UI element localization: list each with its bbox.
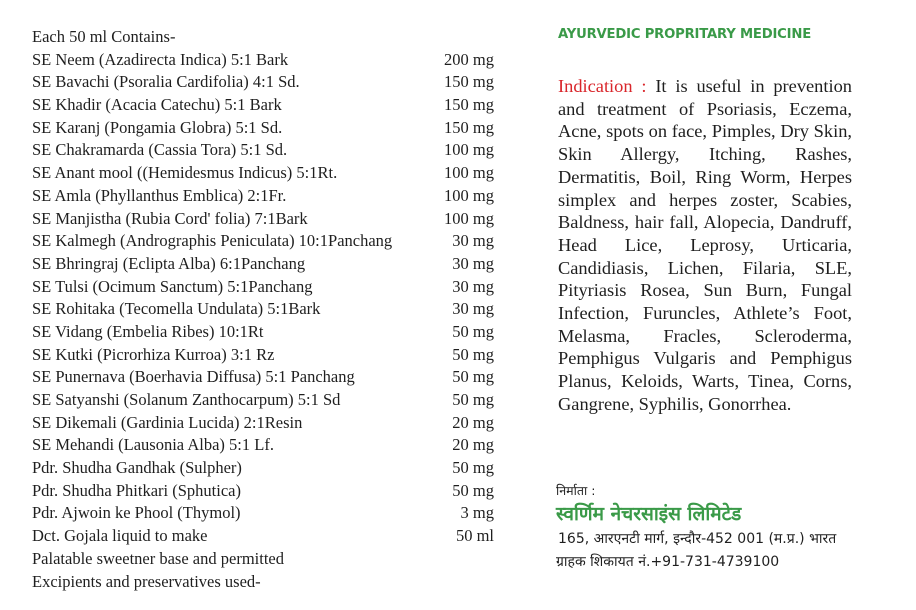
ingredient-quantity: 50 mg (452, 344, 494, 364)
manufacturer-label: निर्माता : (556, 483, 596, 498)
product-category-heading: AYURVEDIC PROPRITARY MEDICINE (558, 27, 812, 42)
ingredient-name: SE Tulsi (Ocimum Sanctum) 5:1Panchang (32, 276, 313, 296)
ingredient-name: SE Dikemali (Gardinia Lucida) 2:1Resin (32, 412, 303, 432)
ingredient-row (32, 457, 494, 480)
composition-title: Each 50 ml Contains- (32, 27, 176, 46)
ingredient-row (32, 434, 494, 457)
ingredient-row (32, 230, 494, 253)
ingredient-row (32, 185, 494, 208)
ingredient-name: SE Chakramarda (Cassia Tora) 5:1 Sd. (32, 140, 288, 160)
ingredient-row (32, 71, 494, 94)
ingredient-row (32, 49, 494, 72)
ingredient-name: Pdr. Ajwoin ke Phool (Thymol) (32, 503, 241, 523)
ingredient-row (32, 480, 494, 503)
ingredient-row (32, 139, 494, 162)
ingredient-quantity: 150 mg (444, 117, 494, 137)
ingredient-quantity: 20 mg (452, 435, 494, 455)
excipients-note-line: Palatable sweetner base and permitted (32, 548, 284, 568)
ingredient-name: SE Amla (Phyllanthus Emblica) 2:1Fr. (32, 185, 287, 205)
indication-label: Indication : (558, 76, 656, 96)
ingredient-quantity: 50 ml (455, 526, 494, 546)
ingredient-row (32, 525, 494, 548)
ingredient-quantity: 50 mg (452, 458, 494, 478)
ingredient-row (32, 412, 494, 435)
ingredient-quantity: 50 mg (452, 390, 494, 409)
ingredient-row (32, 502, 494, 525)
ingredient-row (32, 344, 494, 367)
ingredient-name: SE Khadir (Acacia Catechu) 5:1 Bark (32, 95, 282, 115)
ingredient-quantity: 30 mg (452, 253, 494, 273)
ingredient-quantity: 50 mg (452, 480, 494, 500)
ingredient-name: SE Neem (Azadirecta Indica) 5:1 Bark (32, 49, 289, 69)
ingredient-name: SE Bhringraj (Eclipta Alba) 6:1Panchang (32, 253, 306, 273)
ingredient-row (32, 117, 494, 140)
ingredient-row (32, 162, 494, 185)
ingredient-name: SE Vidang (Embelia Ribes) 10:1Rt (32, 321, 264, 341)
ingredient-quantity: 30 mg (452, 231, 494, 251)
ingredient-row (32, 253, 494, 276)
ingredient-name: Pdr. Shudha Gandhak (Sulpher) (32, 458, 242, 478)
ingredient-quantity: 100 mg (444, 208, 494, 228)
ingredient-quantity: 100 mg (444, 163, 494, 183)
manufacturer-name: स्वर्णिम नेचरसाइंस लिमिटेड (556, 503, 742, 525)
ingredient-name: SE Anant mool ((Hemidesmus Indicus) 5:1Rt. (32, 163, 338, 183)
ingredient-name: SE Mehandi (Lausonia Alba) 5:1 Lf. (32, 435, 274, 455)
ingredient-name: SE Punernava (Boerhavia Diffusa) 5:1 Panchang (32, 367, 355, 387)
ingredient-name: SE Bavachi (Psoralia Cardifolia) 4:1 Sd. (32, 72, 300, 92)
ingredient-row (32, 208, 494, 231)
ingredient-name: SE Kutki (Picrorhiza Kurroa) 3:1 Rz (32, 344, 275, 364)
composition-panel (32, 26, 494, 593)
ingredient-quantity: 100 mg (444, 140, 494, 160)
excipients-note-line: Excipients and preservatives used- (32, 571, 261, 591)
ingredient-row (32, 298, 494, 321)
ingredient-quantity: 50 mg (452, 367, 494, 387)
ingredient-quantity: 200 mg (444, 49, 494, 69)
ingredient-quantity: 100 mg (444, 185, 494, 205)
customer-complaint-phone: ग्राहक शिकायत नं.+91-731-4739100 (556, 554, 780, 570)
ingredient-quantity: 150 mg (444, 72, 494, 92)
ingredient-row (32, 366, 494, 389)
ingredient-name: Dct. Gojala liquid to make (32, 526, 208, 546)
info-panel (558, 26, 852, 416)
ingredient-name: SE Karanj (Pongamia Globra) 5:1 Sd. (32, 117, 283, 137)
ingredient-quantity: 20 mg (452, 412, 494, 432)
ingredient-name: SE Satyanshi (Solanum Zanthocarpum) 5:1 Sd (32, 390, 341, 409)
ingredient-quantity: 50 mg (452, 321, 494, 341)
ingredient-quantity: 30 mg (452, 299, 494, 319)
manufacturer-address: 165, आरएनटी मार्ग, इन्दौर-452 001 (म.प्र.) भारत (558, 531, 837, 547)
ingredient-row (32, 94, 494, 117)
ingredient-name: SE Kalmegh (Andrographis Peniculata) 10:1Panchang (32, 231, 393, 251)
ingredient-row (32, 276, 494, 299)
indication-text: It is useful in prevention and treatment of Psoriasis, Eczema, Acne, spots on face, Pimples, Dry Skin, Skin Allergy, Itching, Rashes, Dermatitis, Boil, Ring Worm, Herpes simplex and herpes zoster, Scabies, Baldness, hair fall, Alopecia, Dandruff, Head Lice, Leprosy, Urticaria, Candidiasis, Lichen, Filaria, SLE, Pityriasis Rosea, Sun Burn, Fungal Infection, Furuncles, Athlete’s Foot, Melasma, Fracles, Scleroderma, Pemphigus Vulgaris and Pemphigus Planus, Keloids, Warts, Tinea, Corns, Gangrene, Syphilis, Gonorrhea. (558, 76, 852, 414)
ingredient-name: Pdr. Shudha Phitkari (Sphutica) (32, 480, 241, 500)
ingredient-row (32, 389, 494, 412)
ingredient-row (32, 321, 494, 344)
indication-paragraph (558, 75, 852, 416)
ingredient-name: SE Rohitaka (Tecomella Undulata) 5:1Bark (32, 299, 321, 319)
ingredient-quantity: 30 mg (452, 276, 494, 296)
ingredient-name: SE Manjistha (Rubia Cord' folia) 7:1Bark (32, 208, 308, 228)
ingredient-quantity: 3 mg (460, 503, 494, 523)
manufacturer-block (556, 482, 896, 574)
ingredient-quantity: 150 mg (444, 95, 494, 115)
